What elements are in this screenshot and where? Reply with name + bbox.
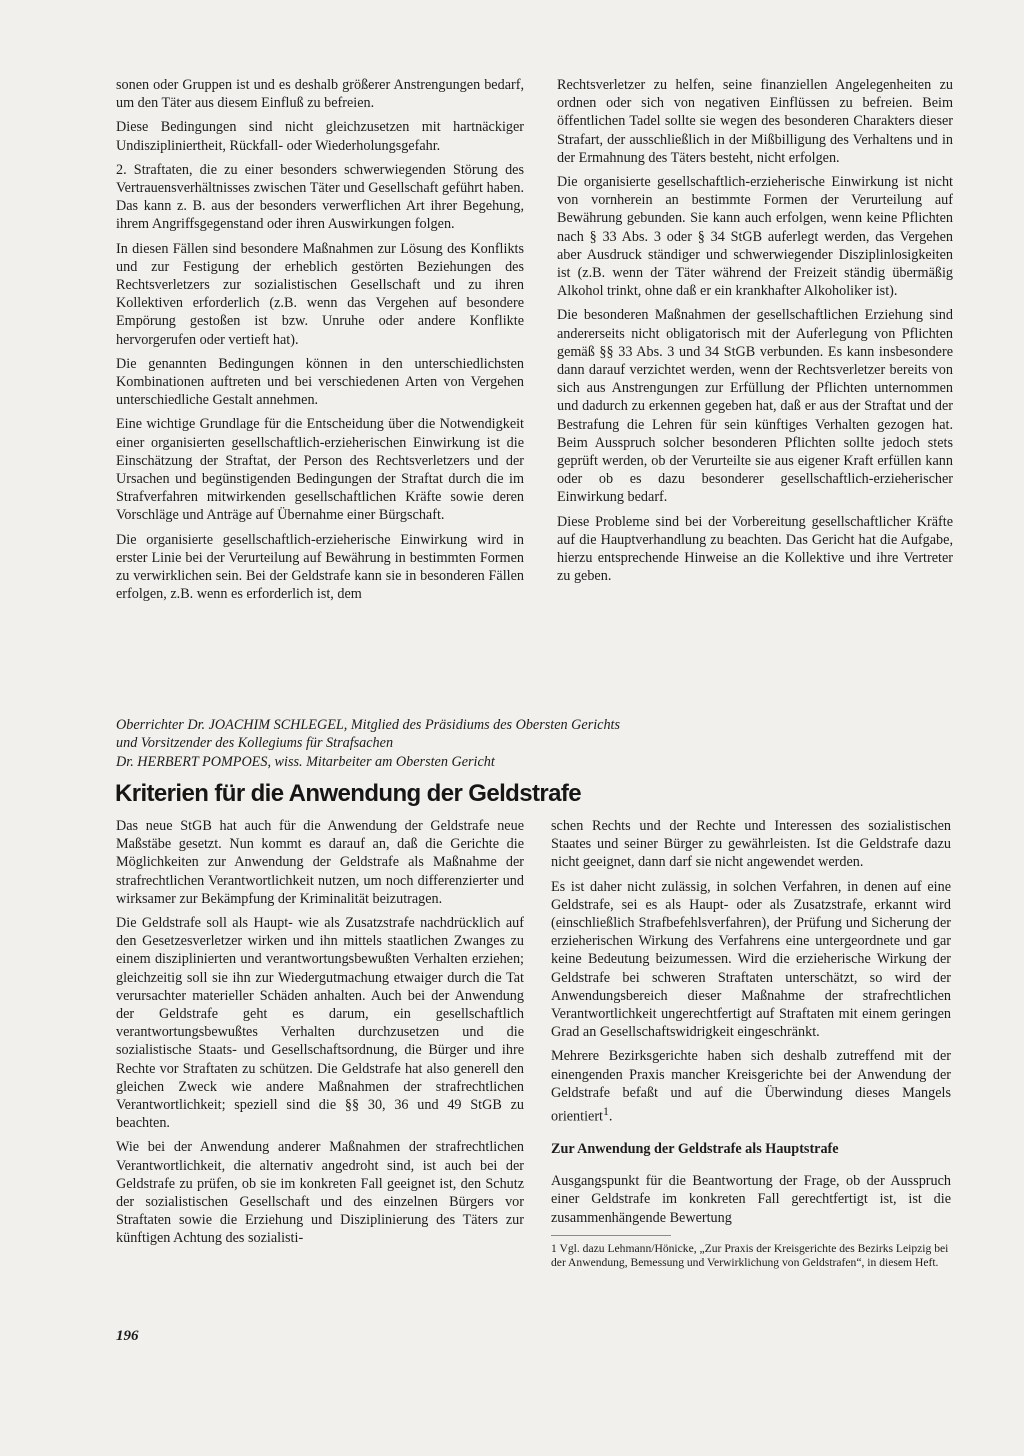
paragraph: sonen oder Gruppen ist und es deshalb größerer Anstrengungen bedarf, um den Täter aus diesem Einfluß zu befreien. [116,77,524,112]
paragraph: schen Rechts und der Rechte und Interessen des sozialistischen Staates und seiner Bürger zu gewährleisten. Ist die Geldstrafe dazu nicht geeignet, dann darf sie nicht angewendet werden. [551,818,951,871]
section-subheading: Zur Anwendung der Geldstrafe als Hauptstrafe [551,1140,839,1157]
article-headline: Kriterien für die Anwendung der Geldstrafe [115,780,581,807]
footnote-marker: 1 [603,1104,609,1119]
paragraph: Es ist daher nicht zulässig, in solchen Verfahren, in denen auf eine Geldstrafe, sei es als Haupt- oder als Zusatzstrafe, erkannt wird (einschließlich Strafbefehlsverfahren), der Prüfung und Sicherung der erzieherischen Wirkung des Verfahrens eine untergeordnete und gar keine Bedeutung beizumessen. Wird die erzieherische Wirkung der Geldstrafe bei schweren Straftaten unterschätzt, so wird der Anwendungsbereich dieser Maßnahme der strafrechtlichen Verantwortlichkeit ungerechtfertigt auf Straftaten mit einem geringen Grad an Gesellschaftswidrigkeit eingeschränkt. [551,878,951,1041]
author-byline [116,716,976,771]
top-left-column [116,76,524,609]
paragraph: 2. Straftaten, die zu einer besonders schwerwiegenden Störung des Vertrauensverhältnisses zwischen Täter und Gesellschaft geführt haben. Das kann z. B. aus der besonders verwerflichen Art ihrer Begehung, ihrem Angriffsgegenstand oder ihren Auswirkungen folgen. [116,161,524,233]
footnote: 1 Vgl. dazu Lehmann/Hönicke, „Zur Praxis der Kreisgerichte des Bezirks Leipzig bei der Anwendung, Bemessung und Verwirklichung von Geldstrafen“, in diesem Heft. [551,1241,949,1269]
paragraph: Diese Bedingungen sind nicht gleichzusetzen mit hartnäckiger Undiszipliniertheit, Rückfall- oder Wiederholungsgefahr. [116,119,524,154]
paragraph: Die besonderen Maßnahmen der gesellschaftlichen Erziehung sind andererseits nicht obligatorisch mit der Auferlegung von Pflichten gemäß §§ 33 Abs. 3 und 34 StGB verbunden. Es kann insbesondere dann darauf verzichtet werden, wenn der Rechtsverletzer bereits von sich aus Anstrengungen zur Erfüllung der Pflichten unternommen und dadurch zu erkennen gegeben hat, daß er aus der Straftat und der Bestrafung die Lehren für sein künftiges Verhalten gezogen hat. Beim Ausspruch solcher besonderen Pflichten sollte jedoch stets geprüft werden, ob der Verurteilte sie aus eigener Kraft erfüllen kann oder ob es dazu besonderer gesellschaftlich-erzieherischer Einwirkung bedarf. [557,307,953,506]
paragraph: Das neue StGB hat auch für die Anwendung der Geldstrafe neue Maßstäbe gesetzt. Nun kommt es darauf an, daß die Gerichte die Möglichkeiten zur Anwendung der Geldstrafe als Maßnahme der strafrechtlichen Verantwortlichkeit nutzen, um noch differenzierter und wirksamer zur Bekämpfung der Kriminalität beizutragen. [116,818,524,907]
paragraph: Diese Probleme sind bei der Vorbereitung gesellschaftlicher Kräfte auf die Hauptverhandlung zu beachten. Das Gericht hat die Aufgabe, hierzu entsprechende Hinweise an die Kollektive und ihre Vertreter zu geben. [557,513,953,585]
paragraph: Ausgangspunkt für die Beantwortung der Frage, ob der Ausspruch einer Geldstrafe im konkreten Fall gerechtfertigt ist, ist die zusammenhängende Bewertung [551,1173,951,1226]
paragraph: Eine wichtige Grundlage für die Entscheidung über die Notwendigkeit einer organisierten gesellschaftlich-erzieherischen Einwirkung ist die Einschätzung der Straftat, der Person des Rechtsverletzers und der Ursachen und begünstigenden Bedingungen der Straftat durch die im Strafverfahren mitwirkenden gesellschaftlichen Kräfte sowie deren Vorschläge und Anträge auf Übernahme einer Bürgschaft. [116,416,524,524]
paragraph: Die organisierte gesellschaftlich-erzieherische Einwirkung wird in erster Linie bei der Verurteilung auf Bewährung in bestimmten Formen zu verwirklichen sein. Bei der Geldstrafe kann sie in besonderen Fällen erfolgen, z.B. wenn es erforderlich ist, dem [116,531,524,603]
author-line: und Vorsitzender des Kollegiums für Strafsachen [116,735,394,752]
paragraph: Die organisierte gesellschaftlich-erzieherische Einwirkung ist nicht von vornherein an bestimmte Formen der Verurteilung auf Bewährung gebunden. Sie kann auch erfolgen, wenn keine Pflichten nach § 33 Abs. 3 oder § 34 StGB auferlegt werden, das Vergehen aber Ausdruck ständiger und schwerwiegender Disziplinlosigkeiten ist (z.B. wenn der Täter während der Freizeit ständig übermäßig Alkohol trinkt, ohne daß er ein krankhafter Alkoholiker ist). [557,174,953,300]
bottom-left-column [116,817,524,1254]
paragraph: Wie bei der Anwendung anderer Maßnahmen der strafrechtlichen Verantwortlichkeit, die alternativ angedroht sind, ist auch bei der Geldstrafe zu prüfen, ob sie im konkreten Fall geeignet ist, den Schutz der sozialistischen Gesellschaft und des einzelnen Bürgers vor Straftaten sowie die Erziehung und Disziplinierung des Täters zur künftigen Achtung des sozialisti- [116,1139,524,1247]
paragraph: Die Geldstrafe soll als Haupt- wie als Zusatzstrafe nachdrücklich auf den Gesetzesverletzer wirken und ihn mittels staatlichen Zwanges zu einem disziplinierten und verantwortungsbewußten Verhalten erziehen; gleichzeitig soll sie ihn zur Wiedergutmachung etwaiger durch die Tat verursachter materieller Schäden anhalten. Auch bei der Anwendung der Geldstrafe geht es darum, ein gesellschaftlich verantwortungsbewußtes Verhalten durchzusetzen und die sozialistische Staats- und Gesellschaftsordnung, die Bürger und ihre Rechte vor Straftaten zu schützen. Die Geldstrafe hat also generell den gleichen Zweck wie andere Maßnahmen der strafrechtlichen Verantwortlichkeit; speziell sind die §§ 30, 36 und 49 StGB zu beachten. [116,915,524,1132]
author-line: Dr. HERBERT POMPOES, wiss. Mitarbeiter am Obersten Gericht [116,753,495,770]
bottom-right-column [551,817,951,1270]
paragraph: Die genannten Bedingungen können in den unterschiedlichsten Kombinationen auftreten und bei verschiedenen Arten von Vergehen unterschiedliche Gestalt annehmen. [116,355,524,409]
footnote-divider [551,1235,671,1236]
author-line: Oberrichter Dr. JOACHIM SCHLEGEL, Mitglied des Präsidiums des Obersten Gerichts [116,717,621,733]
page-number: 196 [116,1328,139,1344]
paragraph: Rechtsverletzer zu helfen, seine finanziellen Angelegenheiten zu ordnen oder sich von negativen Einflüssen zu befreien. Beim öffentlichen Tadel sollte sie wegen des besonderen Charakters dieser Strafart, der ausschließlich in der Mißbilligung des Verhaltens und in der Ermahnung des Täters besteht, nicht erfolgen. [557,77,953,166]
paragraph-text: Mehrere Bezirksgerichte haben sich deshalb zutreffend mit der einengenden Praxis mancher Kreisgerichte bei der Anwendung der Geldstrafe befaßt und auf die Überwindung dieses Mangels orientiert [551,1048,951,1125]
paragraph: Mehrere Bezirksgerichte haben sich deshalb zutreffend mit der einengenden Praxis mancher Kreisgerichte bei der Anwendung der Geldstrafe befaßt und auf die Überwindung dieses Mangels orientiert$^1$. [551,1048,951,1125]
top-right-column [557,76,953,591]
paragraph: In diesen Fällen sind besondere Maßnahmen zur Lösung des Konflikts und zur Festigung der erheblich gestörten Beziehungen des Rechtsverletzers zur sozialistischen Gesellschaft und zu ihren Kollektiven erforderlich (z.B. wenn das Vergehen auf besondere Empörung gestoßen ist bzw. Unruhe oder andere Konflikte hervorgerufen oder vertieft hat). [116,240,524,348]
